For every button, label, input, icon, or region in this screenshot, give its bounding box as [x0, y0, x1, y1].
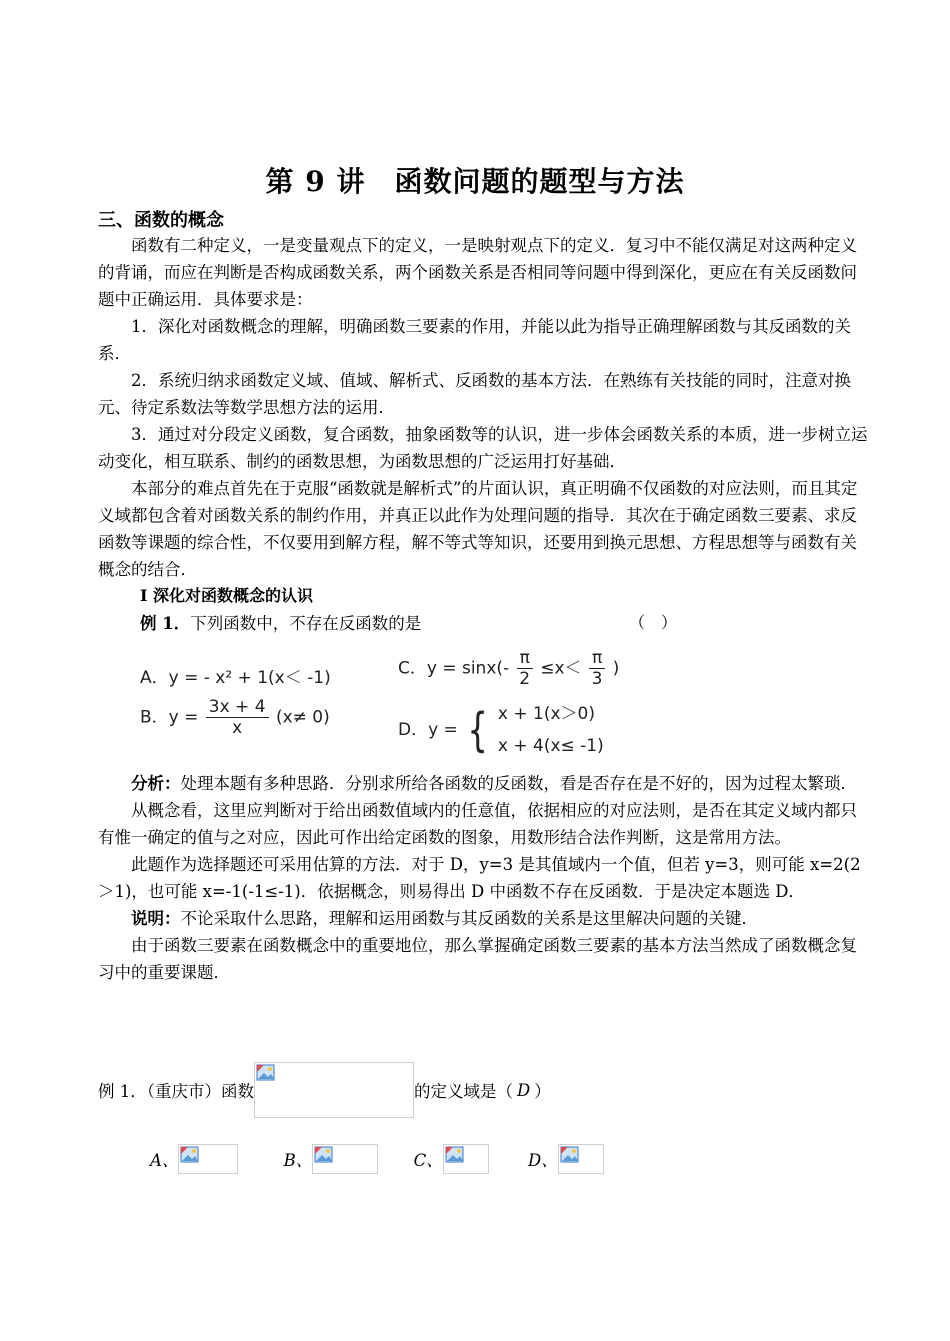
analysis-paragraph: [98, 770, 868, 797]
choice-d-label: D、: [527, 1151, 558, 1170]
note-text: 不论采取什么思路，理解和运用函数与其反函数的关系是这里解决问题的关键．: [180, 909, 758, 928]
option-c-f1-num: π: [517, 648, 533, 669]
example-2-suffix: 的定义域是（: [414, 1082, 513, 1101]
option-b-numerator: 3x + 4: [206, 697, 269, 718]
broken-image-icon: [314, 1146, 334, 1164]
option-b-suffix: (x≠ 0): [275, 707, 330, 728]
choice-b-image: [312, 1144, 378, 1174]
analysis-block: [98, 770, 868, 986]
choice-a-label: A、: [150, 1151, 179, 1170]
option-d-case-2: x + 4(x≤ -1): [497, 736, 604, 756]
option-b: [140, 697, 330, 738]
broken-image-icon: [560, 1146, 580, 1164]
option-d-case-1: x + 1(x＞0): [497, 704, 595, 724]
option-b-fraction: [206, 697, 269, 738]
estimate-paragraph: 此题作为选择题还可采用估算的方法．对于 D，y=3 是其值域内一个值，但若 y=3，则可能 x=2(2＞1)，也可能 x=-1(-1≤-1)．依据概念，则易得出 D 中函数不存在反函数．于是决定本题选 D．: [98, 855, 861, 901]
option-c-fraction-2: [589, 648, 605, 689]
note-paragraph: [98, 905, 868, 932]
option-c-f1-den: 2: [519, 669, 531, 689]
concept-paragraph: 从概念看，这里应判断对于给出函数值域内的任意值，依据相应的对应法则，是否在其定义域内都只有惟一确定的值与之对应，因此可作出给定函数的图象，用数形结合法作判断，这是常用方法。: [98, 801, 857, 847]
choice-c-label: C、: [413, 1151, 443, 1170]
broken-image-icon: [256, 1064, 276, 1082]
requirement-1: 1．深化对函数概念的理解，明确函数三要素的作用，并能以此为指导正确理解函数与其反函数的关系．: [98, 317, 851, 363]
note-label: 说明：: [131, 909, 181, 928]
option-c-f2-den: 3: [591, 669, 603, 689]
option-c-mid: ≤x＜: [540, 658, 582, 679]
page-title: 第 9 讲 函数问题的题型与方法: [265, 165, 685, 198]
option-c-f2-num: π: [589, 648, 605, 669]
option-b-denominator: x: [232, 718, 243, 738]
intro-paragraph: 函数有二种定义，一是变量观点下的定义，一是映射观点下的定义．复习中不能仅满足对这两种定义的背诵，而应在判断是否构成函数关系，两个函数关系是否相同等问题中得到深化，更应在有关反函数问题中正确运用．具体要求是：: [98, 236, 857, 309]
section-heading: 三、函数的概念: [98, 210, 224, 231]
option-a: A．y = - x² + 1(x＜ -1): [140, 668, 331, 688]
example-1-label: 例 1．: [140, 614, 191, 633]
example-1-text: 下列函数中，不存在反函数的是: [190, 614, 422, 633]
analysis-text: 处理本题有多种思路．分别求所给各函数的反函数，看是否存在是不好的，因为过程太繁琐．: [180, 774, 857, 793]
broken-image-icon: [180, 1146, 200, 1164]
example-2-close: ）: [534, 1082, 551, 1101]
body-text-block: [98, 232, 868, 583]
formula-image-placeholder: [254, 1062, 414, 1118]
choice-c-image: [443, 1144, 489, 1174]
option-b-prefix: B．y =: [140, 707, 199, 728]
example-2-answer: D: [517, 1080, 531, 1100]
option-d: [398, 698, 604, 762]
option-d-cases: [498, 698, 604, 762]
answer-blank: （ ）: [629, 613, 678, 632]
requirement-2: 2．系统归纳求函数定义域、值域、解析式、反函数的基本方法．在熟练有关技能的同时，注意对换元、待定系数法等数学思想方法的运用．: [98, 371, 851, 417]
choice-d-image: [558, 1144, 604, 1174]
broken-image-icon: [445, 1146, 465, 1164]
option-c-suffix: ): [612, 658, 620, 679]
example-2-line: [98, 1062, 551, 1118]
analysis-label: 分析：: [131, 774, 181, 793]
option-c: [398, 648, 619, 689]
subheading: Ⅰ 深化对函数概念的认识: [140, 586, 314, 605]
option-d-prefix: D．y =: [398, 720, 458, 740]
difficulty-paragraph: 本部分的难点首先在于克服“函数就是解析式”的片面认识，真正明确不仅函数的对应法则，而且其定义域都包含着对函数关系的制约作用，并真正以此作为处理问题的指导．其次在于确定函数三要素、求反函数等课题的综合性，不仅要用到解方程，解不等式等知识，还要用到换元思想、方程思想等与函数有关概念的结合．: [98, 479, 858, 579]
option-c-fraction-1: [517, 648, 533, 689]
choice-b-label: B、: [283, 1151, 313, 1170]
followup-paragraph: 由于函数三要素在函数概念中的重要地位，那么掌握确定函数三要素的基本方法当然成了函数概念复习中的重要课题．: [98, 936, 857, 982]
option-c-prefix: C．y = sinx(-: [398, 658, 510, 679]
choices-row: [150, 1144, 604, 1174]
example-2-label: 例 1．（重庆市）函数: [98, 1082, 254, 1101]
requirement-3: 3．通过对分段定义函数，复合函数，抽象函数等的认识，进一步体会函数关系的本质，进一步树立运动变化，相互联系、制约的函数思想，为函数思想的广泛运用打好基础．: [98, 425, 868, 471]
brace-icon: {: [467, 703, 489, 757]
choice-a-image: [178, 1144, 238, 1174]
example-1-question: [140, 610, 700, 634]
